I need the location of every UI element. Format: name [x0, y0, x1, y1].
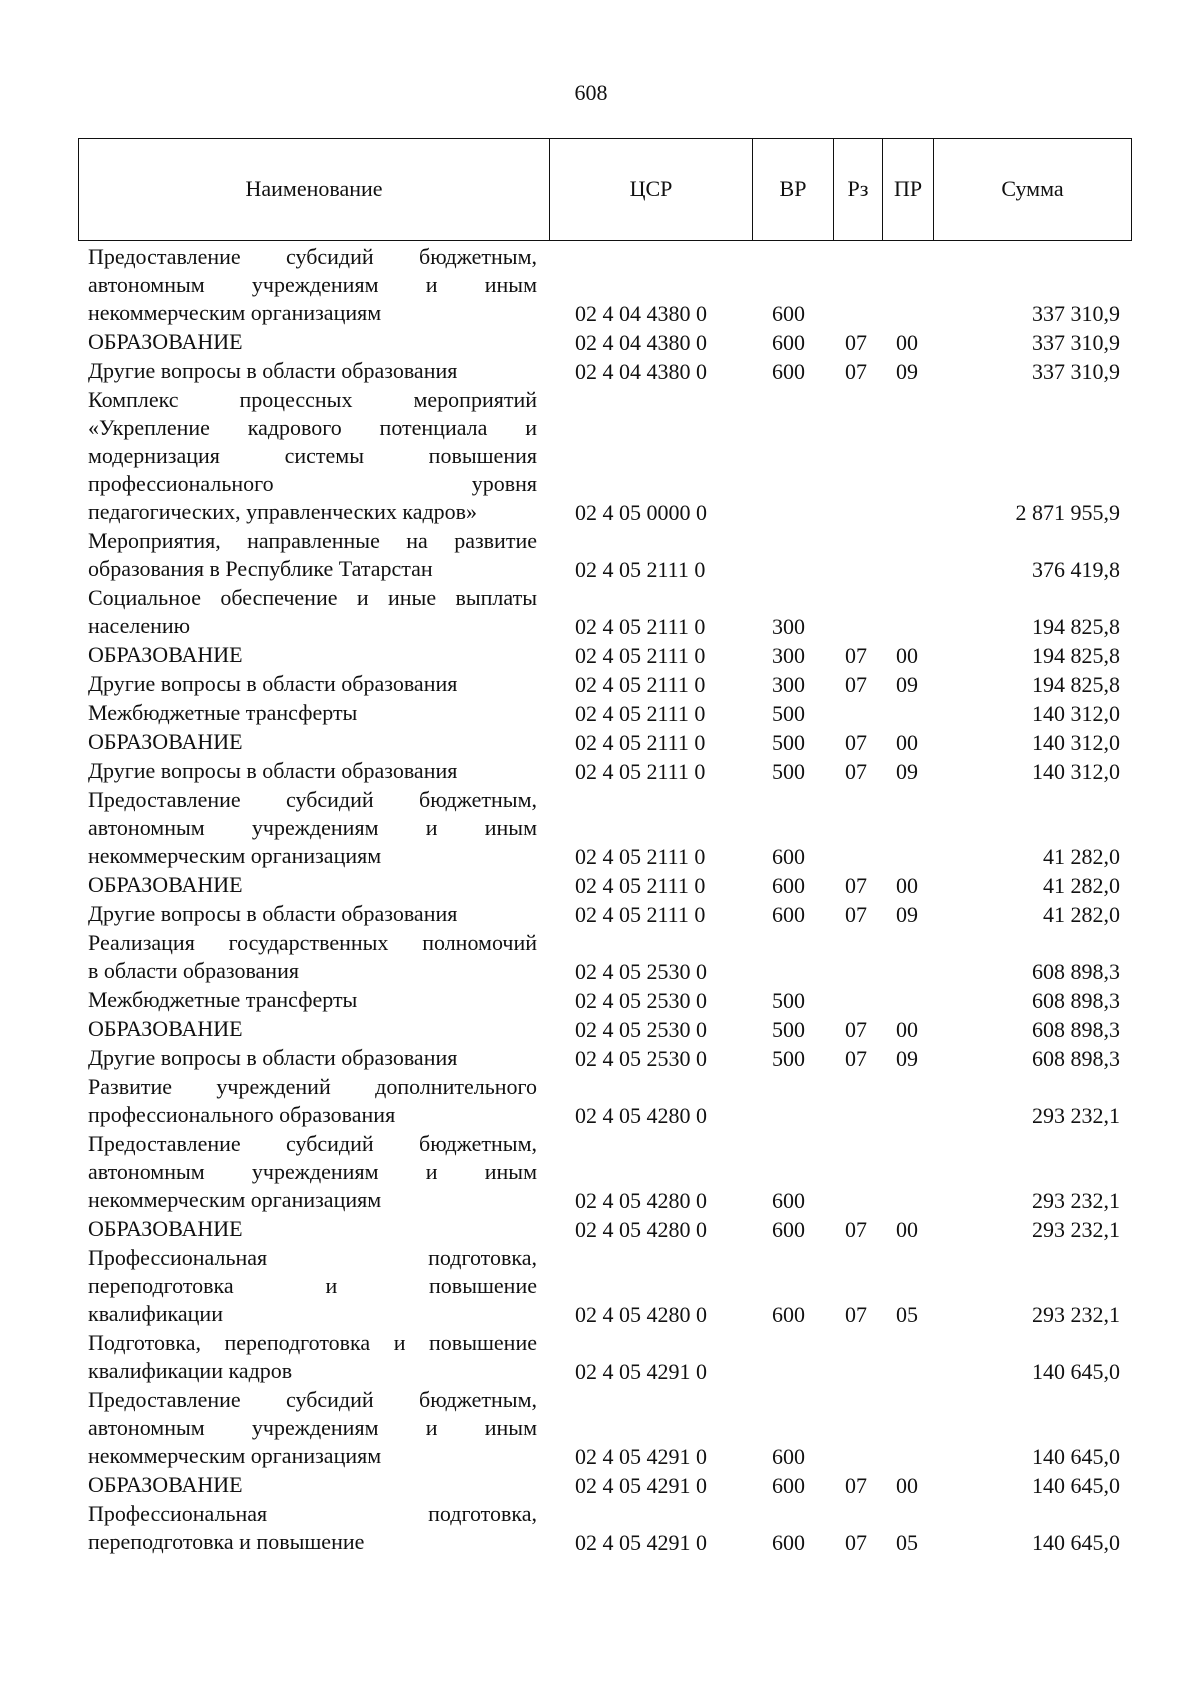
row-vr: 500 — [772, 759, 805, 784]
row-csr: 02 4 05 2111 0 — [575, 672, 706, 697]
table-body — [0, 243, 1200, 1557]
row-vr: 600 — [772, 873, 805, 898]
row-csr: 02 4 05 2111 0 — [575, 730, 706, 755]
table-row — [0, 527, 1200, 584]
column-header-sum-label: Сумма — [1001, 175, 1064, 201]
row-csr: 02 4 05 2111 0 — [575, 557, 706, 582]
row-vr: 500 — [772, 1046, 805, 1071]
row-csr: 02 4 05 0000 0 — [575, 500, 707, 525]
row-csr: 02 4 05 2530 0 — [575, 959, 707, 984]
row-sum: 41 282,0 — [1043, 873, 1120, 898]
row-pr: 05 — [896, 1530, 918, 1555]
table-row — [0, 786, 1200, 871]
column-header-name — [79, 139, 550, 240]
row-name-line: Предоставление субсидий бюджетным, — [88, 787, 537, 812]
row-sum: 337 310,9 — [1032, 301, 1120, 326]
row-pr: 09 — [896, 902, 918, 927]
row-sum: 194 825,8 — [1032, 614, 1120, 639]
row-name-line: образования в Республике Татарстан — [88, 556, 433, 581]
row-sum: 2 871 955,9 — [1015, 500, 1120, 525]
row-sum: 608 898,3 — [1032, 988, 1120, 1013]
table-row — [0, 243, 1200, 328]
row-vr: 500 — [772, 1017, 805, 1042]
row-name-line: профессионального образования — [88, 1102, 396, 1127]
column-header-csr-label: ЦСР — [629, 175, 673, 201]
row-name — [88, 386, 537, 526]
row-name-line: квалификации кадров — [88, 1358, 293, 1383]
row-name — [88, 641, 537, 669]
row-name-line: Другие вопросы в области образования — [88, 901, 458, 926]
table-row — [0, 386, 1200, 527]
row-sum: 194 825,8 — [1032, 672, 1120, 697]
row-name — [88, 1244, 537, 1328]
row-name-line: ОБРАЗОВАНИЕ — [88, 1216, 243, 1241]
row-name — [88, 670, 537, 698]
table-row — [0, 641, 1200, 670]
row-name — [88, 1015, 537, 1043]
row-sum: 140 312,0 — [1032, 730, 1120, 755]
row-name-line: Межбюджетные трансферты — [88, 700, 358, 725]
row-name — [88, 1329, 537, 1385]
row-name — [88, 728, 537, 756]
row-vr: 500 — [772, 730, 805, 755]
row-name-line: модернизация системы повышения — [88, 443, 537, 468]
column-header-vr-label: ВР — [779, 175, 807, 201]
row-name-line: автономным учреждениям и иным — [88, 815, 537, 840]
column-header-rz-label: Рз — [847, 175, 869, 201]
table-row — [0, 1471, 1200, 1500]
column-header-name-label: Наименование — [245, 175, 383, 201]
row-name — [88, 1130, 537, 1214]
row-name-line: переподготовка и повышение — [88, 1529, 365, 1554]
row-name-line: автономным учреждениям и иным — [88, 272, 537, 297]
table-row — [0, 357, 1200, 386]
table-row — [0, 871, 1200, 900]
page-number: 608 — [574, 80, 608, 105]
row-sum: 41 282,0 — [1043, 902, 1120, 927]
table-row — [0, 1386, 1200, 1471]
row-sum: 337 310,9 — [1032, 330, 1120, 355]
row-sum: 41 282,0 — [1043, 844, 1120, 869]
row-name-line: ОБРАЗОВАНИЕ — [88, 642, 243, 667]
table-row — [0, 328, 1200, 357]
row-csr: 02 4 05 2111 0 — [575, 873, 706, 898]
row-pr: 00 — [896, 330, 918, 355]
row-name-line: Предоставление субсидий бюджетным, — [88, 1387, 537, 1412]
row-name-line: ОБРАЗОВАНИЕ — [88, 1472, 243, 1497]
row-csr: 02 4 05 4280 0 — [575, 1302, 707, 1327]
row-csr: 02 4 05 4280 0 — [575, 1188, 707, 1213]
row-name — [88, 1386, 537, 1470]
row-rz: 07 — [845, 1017, 867, 1042]
row-name — [88, 871, 537, 899]
row-vr: 600 — [772, 1473, 805, 1498]
row-sum: 608 898,3 — [1032, 959, 1120, 984]
row-pr: 09 — [896, 672, 918, 697]
column-header-sum — [934, 139, 1131, 240]
row-name — [88, 786, 537, 870]
row-vr: 600 — [772, 844, 805, 869]
column-header-pr — [883, 139, 934, 240]
row-csr: 02 4 04 4380 0 — [575, 330, 707, 355]
row-vr: 600 — [772, 1188, 805, 1213]
row-name-line: в области образования — [88, 958, 299, 983]
table-row — [0, 1073, 1200, 1130]
row-csr: 02 4 04 4380 0 — [575, 359, 707, 384]
table-row — [0, 1130, 1200, 1215]
row-name-line: Другие вопросы в области образования — [88, 671, 458, 696]
row-vr: 600 — [772, 359, 805, 384]
row-name-line: автономным учреждениям и иным — [88, 1159, 537, 1184]
row-name-line: Профессиональная подготовка, — [88, 1501, 537, 1526]
row-name-line: некоммерческим организациям — [88, 1443, 382, 1468]
row-name-line: Предоставление субсидий бюджетным, — [88, 244, 537, 269]
row-name-line: Межбюджетные трансферты — [88, 987, 358, 1012]
row-rz: 07 — [845, 672, 867, 697]
row-name-line: некоммерческим организациям — [88, 300, 382, 325]
row-sum: 140 645,0 — [1032, 1530, 1120, 1555]
row-sum: 140 312,0 — [1032, 701, 1120, 726]
row-vr: 600 — [772, 1302, 805, 1327]
table-row — [0, 1329, 1200, 1386]
column-header-vr — [753, 139, 834, 240]
table-row — [0, 900, 1200, 929]
row-pr: 00 — [896, 643, 918, 668]
row-name-line: Другие вопросы в области образования — [88, 358, 458, 383]
row-name — [88, 757, 537, 785]
row-name-line: автономным учреждениям и иным — [88, 1415, 537, 1440]
row-name — [88, 929, 537, 985]
row-sum: 140 645,0 — [1032, 1359, 1120, 1384]
row-pr: 00 — [896, 873, 918, 898]
row-name — [88, 900, 537, 928]
row-pr: 09 — [896, 1046, 918, 1071]
row-name — [88, 357, 537, 385]
row-name-line: Реализация государственных полномочий — [88, 930, 537, 955]
row-csr: 02 4 05 2111 0 — [575, 902, 706, 927]
row-vr: 500 — [772, 701, 805, 726]
column-header-csr — [550, 139, 753, 240]
row-name-line: Комплекс процессных мероприятий — [88, 387, 537, 412]
row-rz: 07 — [845, 643, 867, 668]
column-header-rz — [834, 139, 883, 240]
row-rz: 07 — [845, 902, 867, 927]
row-name-line: некоммерческим организациям — [88, 1187, 382, 1212]
table-row — [0, 1244, 1200, 1329]
row-csr: 02 4 05 2530 0 — [575, 988, 707, 1013]
row-name-line: Социальное обеспечение и иные выплаты — [88, 585, 537, 610]
row-rz: 07 — [845, 330, 867, 355]
row-sum: 608 898,3 — [1032, 1046, 1120, 1071]
row-name-line: педагогических, управленческих кадров» — [88, 499, 478, 524]
row-vr: 300 — [772, 672, 805, 697]
row-pr: 09 — [896, 359, 918, 384]
row-name — [88, 1215, 537, 1243]
table-row — [0, 929, 1200, 986]
row-csr: 02 4 05 2111 0 — [575, 701, 706, 726]
row-name-line: Другие вопросы в области образования — [88, 1045, 458, 1070]
row-pr: 09 — [896, 759, 918, 784]
table-row — [0, 986, 1200, 1015]
row-rz: 07 — [845, 1473, 867, 1498]
table-row — [0, 757, 1200, 786]
row-vr: 600 — [772, 1444, 805, 1469]
row-rz: 07 — [845, 759, 867, 784]
row-sum: 376 419,8 — [1032, 557, 1120, 582]
table-row — [0, 584, 1200, 641]
row-name — [88, 986, 537, 1014]
row-vr: 600 — [772, 1530, 805, 1555]
row-name — [88, 328, 537, 356]
row-pr: 05 — [896, 1302, 918, 1327]
row-name-line: квалификации — [88, 1301, 223, 1326]
row-name-line: Развитие учреждений дополнительного — [88, 1074, 537, 1099]
row-name — [88, 1073, 537, 1129]
row-vr: 600 — [772, 902, 805, 927]
table-row — [0, 1215, 1200, 1244]
row-sum: 194 825,8 — [1032, 643, 1120, 668]
row-name — [88, 584, 537, 640]
row-sum: 293 232,1 — [1032, 1302, 1120, 1327]
row-csr: 02 4 05 2530 0 — [575, 1017, 707, 1042]
row-name — [88, 1471, 537, 1499]
row-pr: 00 — [896, 1017, 918, 1042]
row-vr: 300 — [772, 643, 805, 668]
row-pr: 00 — [896, 1473, 918, 1498]
row-name — [88, 1500, 537, 1556]
row-rz: 07 — [845, 1302, 867, 1327]
row-name-line: ОБРАЗОВАНИЕ — [88, 329, 243, 354]
row-name-line: переподготовка и повышение — [88, 1273, 537, 1298]
row-name-line: Мероприятия, направленные на развитие — [88, 528, 537, 553]
row-name-line: Другие вопросы в области образования — [88, 758, 458, 783]
row-name-line: населению — [88, 613, 191, 638]
row-csr: 02 4 05 4291 0 — [575, 1444, 707, 1469]
row-pr: 00 — [896, 730, 918, 755]
row-sum: 337 310,9 — [1032, 359, 1120, 384]
row-name-line: Профессиональная подготовка, — [88, 1245, 537, 1270]
row-csr: 02 4 05 2111 0 — [575, 614, 706, 639]
table-row — [0, 1500, 1200, 1557]
row-csr: 02 4 04 4380 0 — [575, 301, 707, 326]
row-rz: 07 — [845, 730, 867, 755]
row-sum: 140 645,0 — [1032, 1473, 1120, 1498]
row-name — [88, 527, 537, 583]
row-name-line: Подготовка, переподготовка и повышение — [88, 1330, 537, 1355]
row-sum: 608 898,3 — [1032, 1017, 1120, 1042]
row-csr: 02 4 05 2111 0 — [575, 643, 706, 668]
row-csr: 02 4 05 4291 0 — [575, 1530, 707, 1555]
row-rz: 07 — [845, 1530, 867, 1555]
row-csr: 02 4 05 2530 0 — [575, 1046, 707, 1071]
row-vr: 600 — [772, 330, 805, 355]
row-name — [88, 243, 537, 327]
table-row — [0, 1044, 1200, 1073]
row-sum: 293 232,1 — [1032, 1188, 1120, 1213]
row-sum: 293 232,1 — [1032, 1103, 1120, 1128]
row-sum: 140 312,0 — [1032, 759, 1120, 784]
row-name — [88, 699, 537, 727]
row-rz: 07 — [845, 1046, 867, 1071]
row-csr: 02 4 05 2111 0 — [575, 759, 706, 784]
row-vr: 500 — [772, 988, 805, 1013]
row-csr: 02 4 05 4291 0 — [575, 1473, 707, 1498]
row-csr: 02 4 05 2111 0 — [575, 844, 706, 869]
row-pr: 00 — [896, 1217, 918, 1242]
row-sum: 140 645,0 — [1032, 1444, 1120, 1469]
table-row — [0, 699, 1200, 728]
row-name-line: «Укрепление кадрового потенциала и — [88, 415, 537, 440]
row-vr: 600 — [772, 1217, 805, 1242]
row-name-line: Предоставление субсидий бюджетным, — [88, 1131, 537, 1156]
row-sum: 293 232,1 — [1032, 1217, 1120, 1242]
row-vr: 300 — [772, 614, 805, 639]
table-header — [78, 138, 1132, 241]
row-name-line: некоммерческим организациям — [88, 843, 382, 868]
row-rz: 07 — [845, 873, 867, 898]
row-rz: 07 — [845, 359, 867, 384]
table-row — [0, 1015, 1200, 1044]
row-csr: 02 4 05 4291 0 — [575, 1359, 707, 1384]
row-vr: 600 — [772, 301, 805, 326]
row-csr: 02 4 05 4280 0 — [575, 1217, 707, 1242]
row-name-line: ОБРАЗОВАНИЕ — [88, 1016, 243, 1041]
row-name — [88, 1044, 537, 1072]
table-row — [0, 728, 1200, 757]
row-rz: 07 — [845, 1217, 867, 1242]
row-name-line: ОБРАЗОВАНИЕ — [88, 729, 243, 754]
column-header-pr-label: ПР — [893, 175, 923, 201]
row-name-line: ОБРАЗОВАНИЕ — [88, 872, 243, 897]
table-row — [0, 670, 1200, 699]
row-csr: 02 4 05 4280 0 — [575, 1103, 707, 1128]
row-name-line: профессионального уровня — [88, 471, 537, 496]
